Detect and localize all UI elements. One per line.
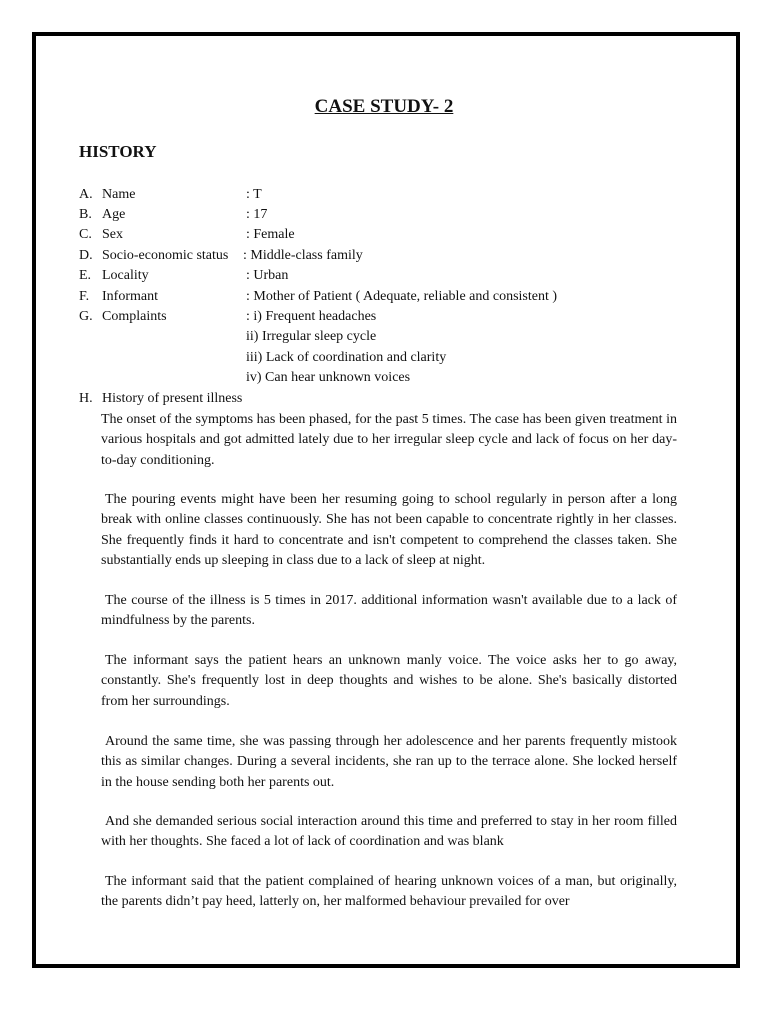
field-value: : Middle-class family	[243, 248, 363, 263]
field-label: History of present illness	[102, 391, 243, 406]
history-paragraph: The informant says the patient hears an unknown manly voice. The voice asks her to go away, constantly. She's frequently lost in deep thoughts and wishes to be alone. She's basically distorted from her surroundings.	[101, 653, 677, 709]
field-value: : T	[246, 187, 262, 202]
complaint-item: iii) Lack of coordination and clarity	[246, 350, 447, 365]
history-paragraph: The pouring events might have been her resuming going to school regularly in person after a long break with online classes continuously. She has not been capable to concentrate rightly in her classes. She frequently finds it hard to concentrate and isn't competent to comprehend the classes taken. She substantially ends up sleeping in class due to a lack of sleep at night.	[101, 492, 677, 568]
history-paragraph: The course of the illness is 5 times in 2017. additional information wasn't available due to a lack of mindfulness by the parents.	[101, 593, 677, 629]
field-letter: F.	[79, 289, 90, 304]
history-paragraph: And she demanded serious social interaction around this time and preferred to stay in her room filled with her thoughts. She faced a lot of lack of coordination and was blank	[101, 814, 677, 850]
field-letter: C.	[79, 227, 92, 242]
section-heading-history: HISTORY	[79, 142, 157, 161]
field-label: Socio-economic status	[102, 248, 229, 263]
field-letter: G.	[79, 309, 93, 324]
field-label: Informant	[102, 289, 158, 304]
field-value: : i) Frequent headaches	[246, 309, 377, 324]
field-value: : Urban	[246, 268, 289, 283]
field-label: Age	[102, 207, 126, 222]
field-label: Name	[102, 187, 136, 202]
complaint-item: iv) Can hear unknown voices	[246, 370, 411, 385]
field-value: : Female	[246, 227, 295, 242]
field-value: : Mother of Patient ( Adequate, reliable and consistent )	[246, 289, 558, 304]
field-label: Complaints	[102, 309, 167, 324]
field-letter: H.	[79, 391, 93, 406]
field-letter: A.	[79, 187, 93, 202]
field-letter: D.	[79, 248, 93, 263]
field-label: Sex	[102, 227, 123, 242]
field-label: Locality	[102, 268, 149, 283]
document-title: CASE STUDY- 2	[314, 96, 454, 117]
field-letter: B.	[79, 207, 92, 222]
field-value: : 17	[246, 207, 268, 222]
field-letter: E.	[79, 268, 92, 283]
history-paragraph: Around the same time, she was passing through her adolescence and her parents frequently mistook this as similar changes. During a several incidents, she ran up to the terrace alone. She locked herself in the house sending both her parents out.	[101, 734, 677, 790]
complaint-item: ii) Irregular sleep cycle	[246, 329, 377, 344]
history-paragraph: The onset of the symptoms has been phased, for the past 5 times. The case has been given treatment in various hospitals and got admitted lately due to her irregular sleep cycle and lack of focus on her day-to-day conditioning.	[101, 412, 677, 468]
history-paragraph: The informant said that the patient complained of hearing unknown voices of a man, but originally, the parents didn’t pay heed, latterly on, her malformed behaviour prevailed for over	[101, 874, 677, 910]
